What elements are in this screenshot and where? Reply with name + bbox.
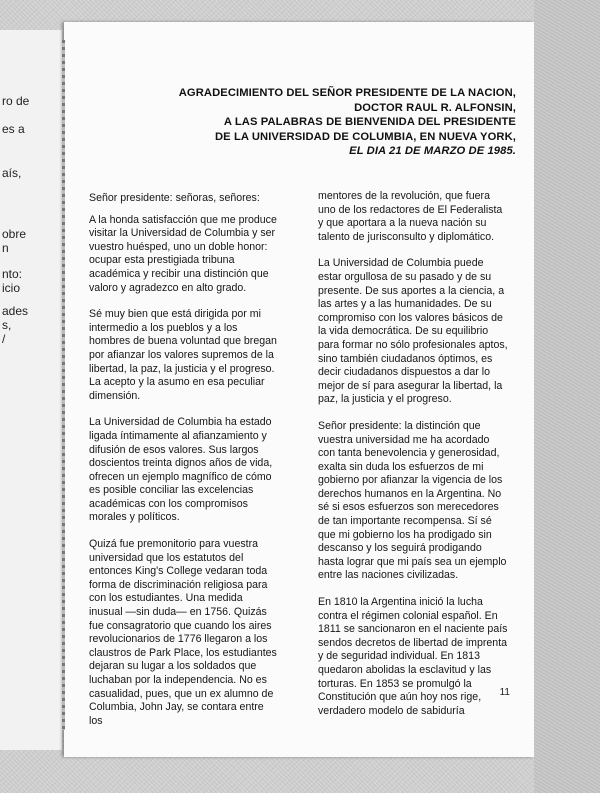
left-page-fragment: icio	[2, 281, 21, 295]
paragraph: Sé muy bien que está dirigida por mi intermedio a los pueblos y a los hombres de buena voluntad que bregan por afianzar los valores supremos de la libertad, la paz, la justicia y el progreso. La acepto y la asumo en esa peculiar dimensión.	[89, 308, 277, 402]
paragraph: La Universidad de Columbia ha estado ligada íntimamente al afianzamiento y difusión de esos valores. Sus largos doscientos treinta dignos años de vida, ofrecen un ejemplo magnífico de cómo es posible conciliar las excelencias académicas con los compromisos morales y políticos.	[89, 416, 273, 524]
speech-title	[136, 86, 516, 159]
left-page-fragment: nto:	[2, 267, 23, 281]
left-page-fragment: n	[2, 241, 9, 255]
title-line: DOCTOR RAUL R. ALFONSIN,	[354, 101, 516, 114]
left-page-fragment: es a	[2, 122, 25, 136]
document-page	[64, 22, 534, 757]
left-text-column	[89, 192, 279, 741]
title-date-line: EL DIA 21 DE MARZO DE 1985.	[349, 145, 516, 157]
right-text-column	[318, 190, 508, 731]
paragraph: Señor presidente: señoras, señores:	[89, 192, 260, 204]
left-page-fragment: ades	[2, 304, 29, 318]
paragraph: La Universidad de Columbia puede estar orgullosa de su pasado y de su presente. De sus aportes a la ciencia, a las artes y a las humanidades. De su compromiso con los valores básicos de la vida democrática. De su equilibrio para formar no sólo profesionales aptos, sino también ciudadanos óptimos, es decir ciudadanos dispuestos a dar lo mejor de sí para asegurar la libertad, la paz, la justicia y el progreso.	[318, 257, 508, 406]
left-page-fragment: s,	[2, 318, 12, 332]
left-page-margin	[0, 30, 62, 750]
paragraph: mentores de la revolución, que fuera uno de los redactores de El Federalista y que aportara a la nueva nación su talento de jurisconsulto y diplomático.	[318, 190, 503, 243]
paragraph: En 1810 la Argentina inició la lucha contra el régimen colonial español. En 1811 se sancionaron en el naciente país sendos decretos de libertad de imprenta y de seguridad individual. En 1813 quedaron abolidas la esclavitud y las torturas. En 1853 se promulgó la Constitución que aún hoy nos rige, verdadero modelo de sabiduría	[318, 596, 508, 717]
title-line: AGRADECIMIENTO DEL SEÑOR PRESIDENTE DE LA NACION,	[178, 87, 516, 99]
left-page-fragment: obre	[2, 227, 27, 241]
left-page-fragment: aís,	[2, 166, 22, 180]
title-line: DE LA UNIVERSIDAD DE COLUMBIA, EN NUEVA YORK,	[215, 130, 516, 143]
left-page-fragment: ro de	[2, 94, 30, 108]
page-binding-edge	[62, 40, 65, 730]
page-number: 11	[499, 687, 510, 698]
paragraph: Señor presidente: la distinción que vuestra universidad me ha acordado con tanta benevolencia y generosidad, exalta sin duda los esfuerzos de mi gobierno por afianzar la vigencia de los derechos humanos en la Argentina. No sé si esos esfuerzos son merecedores de tan importante recompensa. Sí sé que mi gobierno los ha prodigado sin descanso y los seguirá prodigando hasta lograr que mi país sea un ejemplo entre las naciones civilizadas.	[318, 419, 507, 582]
paragraph: A la honda satisfacción que me produce visitar la Universidad de Columbia y ser vuestro huésped, uno un doble honor: ocupar esta prestigiada tribuna académica y recibir una distinción que valoro y agradezco en alto grado.	[89, 213, 277, 294]
left-page-fragment: /	[2, 332, 6, 346]
paragraph: Quizá fue premonitorio para vuestra universidad que los estatutos del entonces King's College vedaran toda forma de discriminación religiosa para con los estudiantes. Una medida inusual —sin duda— en 1756. Quizás fue consagratorio que cuando los aires revolucionarios de 1776 llegaron a los claustros de Park Place, los estudiantes dejaran su lugar a los soldados que luchaban por la independencia. No es casualidad, pues, que un ex alumno de Columbia, John Jay, se contara entre los	[89, 538, 277, 727]
scan-right-border	[534, 0, 600, 793]
title-line: A LAS PALABRAS DE BIENVENIDA DEL PRESIDENTE	[223, 116, 516, 128]
